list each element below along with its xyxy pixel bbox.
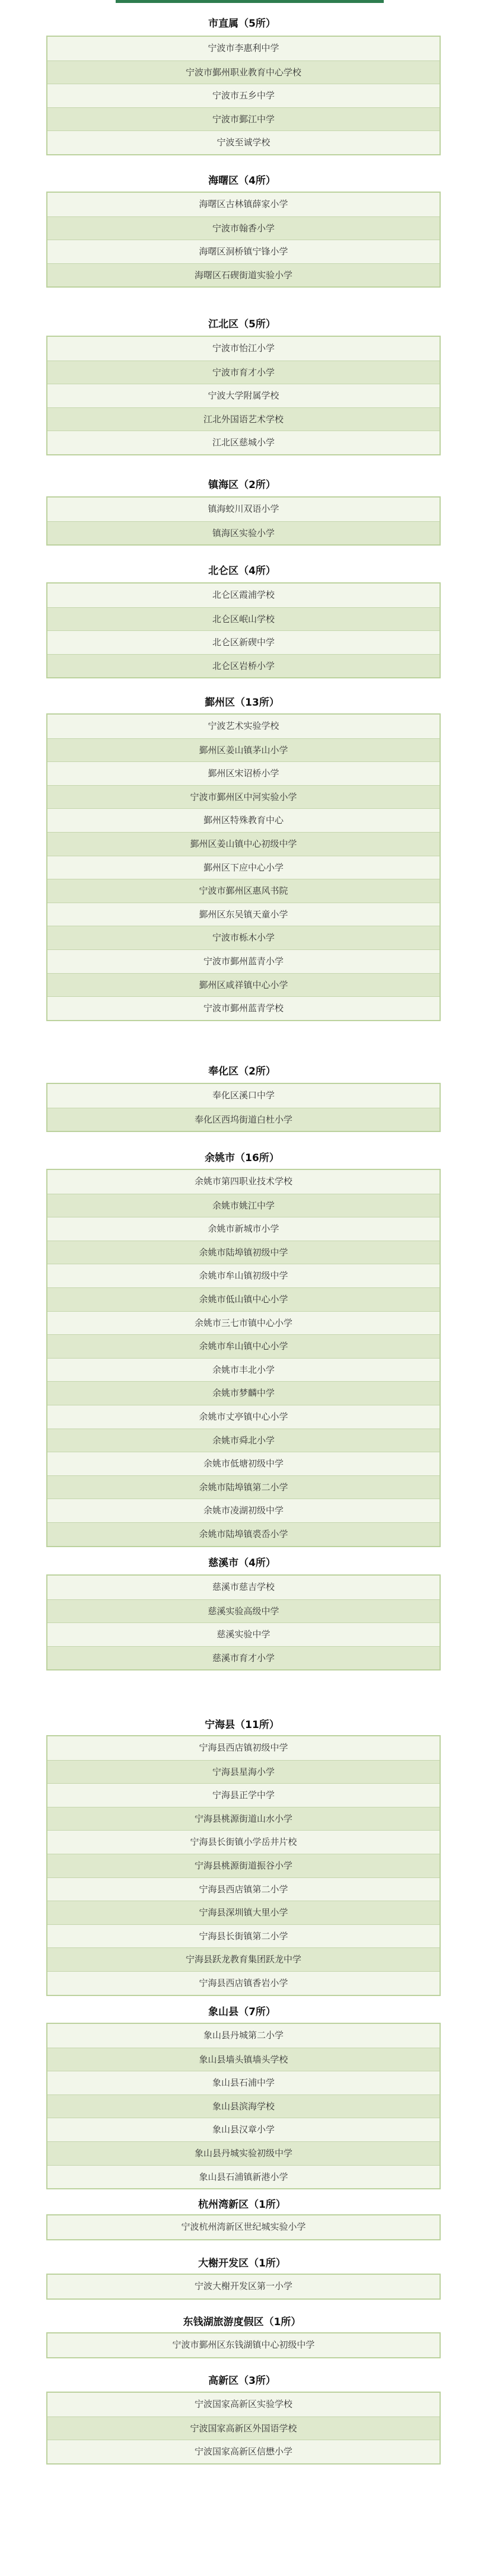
- school-list: [46, 2392, 441, 2465]
- school-row: 宁海县跃龙教育集团跃龙中学: [47, 1947, 440, 1971]
- school-row: 余姚市三七市镇中心小学: [47, 1311, 440, 1335]
- school-row: 余姚市陆埠镇第二小学: [47, 1475, 440, 1499]
- school-row: 宁海县西店镇香岩小学: [47, 1971, 440, 1995]
- school-row: 宁海县桃源街道振谷小学: [47, 1854, 440, 1877]
- school-row: 宁海县桃源街道山水小学: [47, 1807, 440, 1831]
- school-row: 鄞州区特殊教育中心: [47, 808, 440, 832]
- school-row: 象山县丹城实验初级中学: [47, 2141, 440, 2165]
- school-row: 余姚市低山镇中心小学: [47, 1287, 440, 1311]
- school-row: 北仑区新碶中学: [47, 630, 440, 654]
- school-list: [46, 1083, 441, 1132]
- district-title: 镇海区（2所）: [208, 479, 276, 491]
- district-title: 东钱湖旅游度假区（1所）: [183, 2316, 301, 2328]
- school-row: 镇海蛟川双语小学: [208, 503, 279, 514]
- district-title: 象山县（7所）: [208, 2006, 276, 2018]
- school-row: 宁波国家高新区信懋小学: [47, 2440, 440, 2463]
- district-title: 高新区（3所）: [208, 2375, 276, 2387]
- school-row: 余姚市第四职业技术学校: [194, 1176, 292, 1187]
- school-list: [46, 2274, 441, 2300]
- school-row: 宁波市鄞州区东钱湖镇中心初级中学: [172, 2339, 315, 2350]
- school-row: 奉化区西坞街道白杜小学: [47, 1108, 440, 1131]
- school-list: [46, 582, 441, 678]
- school-list: [46, 36, 441, 155]
- school-row: 宁波市怡江小学: [212, 343, 275, 353]
- school-row: 宁波至诚学校: [47, 130, 440, 154]
- school-row: 宁波大榭开发区第一小学: [194, 2281, 292, 2291]
- school-row: 北仑区岩桥小学: [47, 654, 440, 678]
- school-row: 余姚市丰北小学: [47, 1358, 440, 1382]
- school-row: 宁海县西店镇初级中学: [199, 1742, 288, 1753]
- school-list: [46, 2332, 441, 2358]
- school-row: 余姚市凌湖初级中学: [47, 1499, 440, 1522]
- school-row: 奉化区溪口中学: [212, 1090, 275, 1101]
- school-row: 宁波市李惠利中学: [208, 43, 279, 53]
- school-row: 鄞州区咸祥镇中心小学: [47, 973, 440, 997]
- school-row: 江北区慈城小学: [47, 431, 440, 454]
- school-row: 宁波市育才小学: [47, 361, 440, 384]
- school-list: [46, 336, 441, 455]
- district-title: 大榭开发区（1所）: [198, 2258, 286, 2269]
- school-row: 宁波艺术实验学校: [208, 720, 279, 731]
- school-list: [46, 1169, 441, 1547]
- district-title: 鄞州区（13所）: [205, 697, 279, 709]
- school-list: [46, 2214, 441, 2240]
- school-row: 宁波国家高新区外国语学校: [47, 2416, 440, 2440]
- school-list: [46, 1735, 441, 1996]
- school-row: 慈溪实验高级中学: [47, 1599, 440, 1623]
- district-title: 奉化区（2所）: [208, 1066, 276, 1077]
- school-row: 宁海县长街镇小学岳井片校: [47, 1830, 440, 1854]
- school-row: 余姚市梦麟中学: [47, 1381, 440, 1405]
- school-row: 余姚市低塘初级中学: [47, 1452, 440, 1475]
- school-row: 海曙区石碶街道实验小学: [47, 263, 440, 287]
- school-row: 宁波国家高新区实验学校: [194, 2399, 292, 2409]
- district-title: 海曙区（4所）: [208, 175, 276, 187]
- school-row: 海曙区洞桥镇宁锋小学: [47, 240, 440, 263]
- district-title: 杭州湾新区（1所）: [198, 2199, 286, 2211]
- school-row: 宁海县西店镇第二小学: [47, 1877, 440, 1901]
- school-row: 宁波市鄞州区中河实验小学: [47, 785, 440, 809]
- school-row: 象山县丹城第二小学: [203, 2030, 284, 2041]
- school-row: 鄞州区姜山镇中心初级中学: [47, 832, 440, 856]
- school-row: 宁波市翰香小学: [47, 216, 440, 240]
- school-row: 余姚市牟山镇中心小学: [47, 1334, 440, 1358]
- school-row: 海曙区古林镇薛家小学: [199, 199, 288, 209]
- school-row: 北仑区岷山学校: [47, 607, 440, 631]
- school-row: 鄞州区宋诏桥小学: [47, 761, 440, 785]
- school-row: 余姚市新城市小学: [47, 1217, 440, 1241]
- school-list: [46, 713, 441, 1021]
- school-row: 宁波市五乡中学: [47, 84, 440, 107]
- school-row: 宁波市鄞江中学: [47, 107, 440, 131]
- school-row: 象山县石浦镇新港小学: [47, 2165, 440, 2189]
- school-row: 宁海县深圳镇大里小学: [47, 1901, 440, 1924]
- school-row: 象山县石浦中学: [47, 2071, 440, 2094]
- school-row: 鄞州区下应中心小学: [47, 856, 440, 879]
- school-row: 余姚市陆埠镇初级中学: [47, 1241, 440, 1264]
- school-row: 余姚市丈亭镇中心小学: [47, 1405, 440, 1429]
- district-title: 北仑区（4所）: [208, 565, 276, 577]
- school-list: [46, 2023, 441, 2189]
- school-row: 北仑区霞浦学校: [212, 589, 275, 600]
- school-list: [46, 192, 441, 288]
- school-row: 宁波杭州湾新区世纪城实验小学: [181, 2221, 306, 2232]
- school-row: 宁海县星海小学: [47, 1760, 440, 1784]
- school-row: 宁波大学附属学校: [47, 384, 440, 407]
- school-row: 余姚市牟山镇初级中学: [47, 1264, 440, 1287]
- district-title: 慈溪市（4所）: [208, 1557, 276, 1569]
- school-row: 余姚市舜北小学: [47, 1429, 440, 1452]
- school-row: 宁波市栎木小学: [47, 926, 440, 949]
- school-row: 余姚市陆埠镇裘岙小学: [47, 1522, 440, 1546]
- school-row: 慈溪市育才小学: [47, 1646, 440, 1670]
- school-row: 宁海县长街镇第二小学: [47, 1924, 440, 1948]
- school-row: 鄞州区东吴镇天童小学: [47, 903, 440, 926]
- school-list: [46, 496, 441, 546]
- district-title: 江北区（5所）: [208, 318, 276, 330]
- school-row: 象山县滨海学校: [47, 2094, 440, 2118]
- school-row: 镇海区实验小学: [47, 521, 440, 545]
- school-row: 宁海县正学中学: [47, 1783, 440, 1807]
- header-accent-bar: [116, 0, 384, 3]
- district-title: 市直属（5所）: [208, 18, 276, 30]
- school-row: 宁波市鄞州蓝青学校: [47, 996, 440, 1020]
- district-title: 余姚市（16所）: [205, 1152, 279, 1164]
- school-list: [46, 1574, 441, 1670]
- school-row: 慈溪实验中学: [47, 1622, 440, 1646]
- school-row: 宁波市鄞州区惠风书院: [47, 879, 440, 903]
- district-title: 宁海县（11所）: [205, 1719, 279, 1731]
- school-row: 江北外国语艺术学校: [47, 407, 440, 431]
- school-row: 宁波市鄞州职业教育中心学校: [47, 60, 440, 84]
- school-row: 象山县汉章小学: [47, 2118, 440, 2141]
- school-row: 鄞州区姜山镇茅山小学: [47, 738, 440, 762]
- school-row: 慈溪市慈吉学校: [212, 1582, 275, 1592]
- school-row: 宁波市鄞州蓝青小学: [47, 949, 440, 973]
- school-row: 象山县墙头镇墙头学校: [47, 2048, 440, 2071]
- school-row: 余姚市姚江中学: [47, 1194, 440, 1217]
